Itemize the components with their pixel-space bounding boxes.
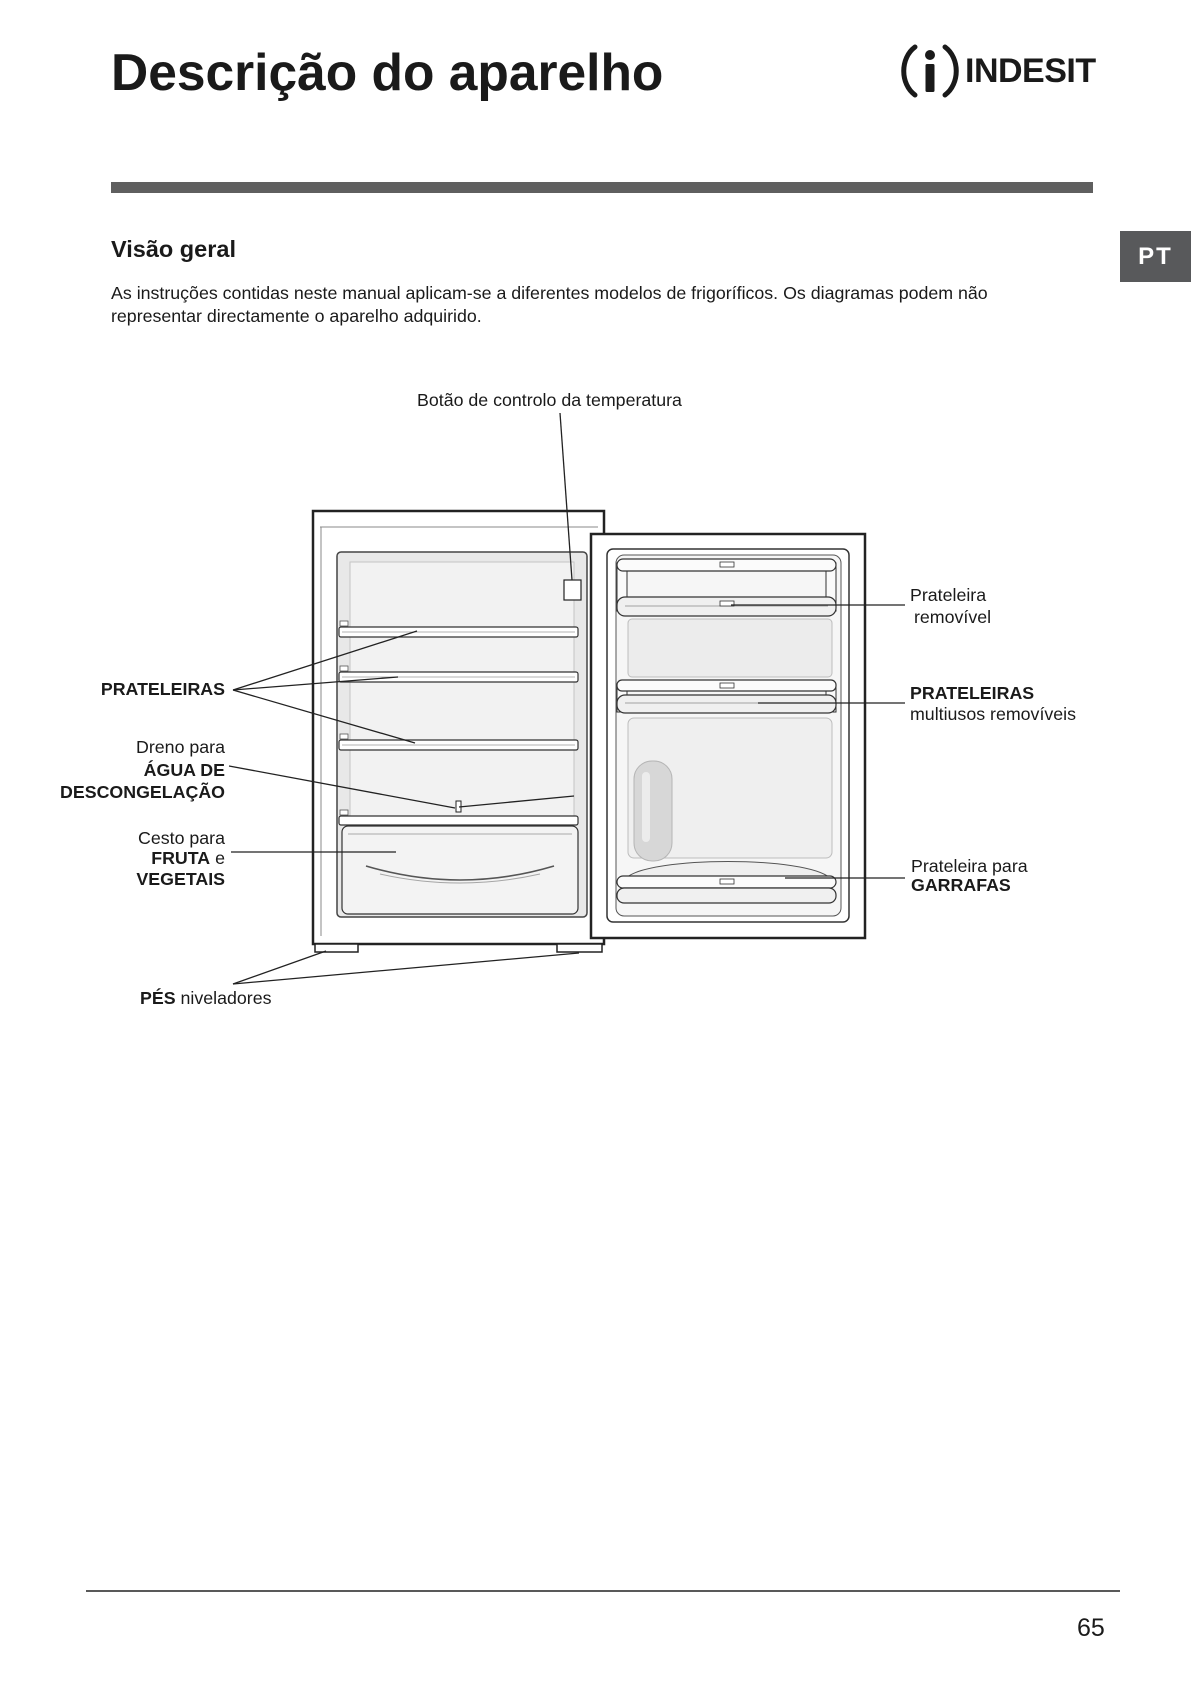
cabinet: [313, 511, 604, 952]
door-bottle: [634, 761, 672, 861]
title-rule: [111, 182, 1093, 193]
crisper-glass-cover: [339, 816, 578, 825]
right-leveling-foot: [557, 944, 602, 952]
brand-logo-text: INDESIT: [965, 52, 1096, 90]
label-drain-line3: DESCONGELAÇÃO: [60, 782, 225, 802]
intro-line-2: representar directamente o aparelho adquirido.: [111, 305, 482, 326]
shelf-support-1: [340, 621, 348, 626]
door-shelf-1-tray: [617, 597, 836, 616]
door-upper-panel: [628, 619, 832, 677]
logo-left-bracket: [904, 47, 915, 95]
label-door-shelf-line1: Prateleira: [910, 585, 987, 605]
label-crisper-line2: [151, 848, 225, 869]
door-shelf-2-tray: [617, 695, 836, 713]
label-crisper-and: e: [215, 848, 225, 868]
section-heading: Visão geral: [111, 236, 236, 262]
temperature-knob: [564, 580, 581, 600]
label-crisper-fruit: FRUTA: [151, 848, 211, 868]
label-crisper-line1: Cesto para: [138, 828, 225, 848]
leader-feet-right: [233, 953, 579, 984]
label-drain-line2: ÁGUA DE: [143, 760, 225, 780]
label-feet-bold: PÉS: [140, 988, 176, 1008]
shelf-support-2: [340, 666, 348, 671]
logo-right-bracket: [945, 47, 956, 95]
label-door-shelves-line2: multiusos removíveis: [910, 704, 1077, 724]
shelf-support-3: [340, 734, 348, 739]
label-feet-rest: niveladores: [180, 988, 272, 1008]
intro-line-1: As instruções contidas neste manual aplicam-se a diferentes modelos de frigoríficos. Os diagramas podem não: [111, 283, 988, 303]
label-door-shelves-line1: PRATELEIRAS: [910, 683, 1035, 703]
page-number: 65: [1077, 1614, 1105, 1642]
label-drain-line1: Dreno para: [136, 737, 225, 757]
language-tab-label: PT: [1138, 242, 1173, 270]
door-shelf-2-rail-clip: [720, 683, 734, 688]
label-feet: [140, 988, 272, 1009]
logo-i-dot: [925, 50, 935, 60]
label-bottle-shelf-line1: Prateleira para: [911, 856, 1028, 876]
fridge-diagram: [229, 413, 905, 984]
label-crisper-line3: VEGETAIS: [136, 869, 225, 889]
label-cabinet-shelves: PRATELEIRAS: [100, 679, 225, 699]
language-tab: [1120, 231, 1191, 282]
door-shelf-1-rail-clip: [720, 562, 734, 567]
bottle-shelf-rail-clip: [720, 879, 734, 884]
label-bottle-shelf-line2: GARRAFAS: [911, 875, 1011, 895]
door-bottle-highlight: [642, 772, 650, 842]
label-door-shelf-line2: removível: [914, 607, 992, 627]
shelf-support-4: [340, 810, 348, 815]
brand-logo-mark: [904, 47, 957, 95]
page-title: Descrição do aparelho: [111, 43, 664, 101]
label-temperature-knob: Botão de controlo da temperatura: [417, 390, 682, 410]
left-leveling-foot: [315, 944, 358, 952]
leader-feet-left: [233, 951, 326, 984]
bottle-shelf-tray: [617, 888, 836, 903]
logo-i-stem: [926, 64, 935, 92]
